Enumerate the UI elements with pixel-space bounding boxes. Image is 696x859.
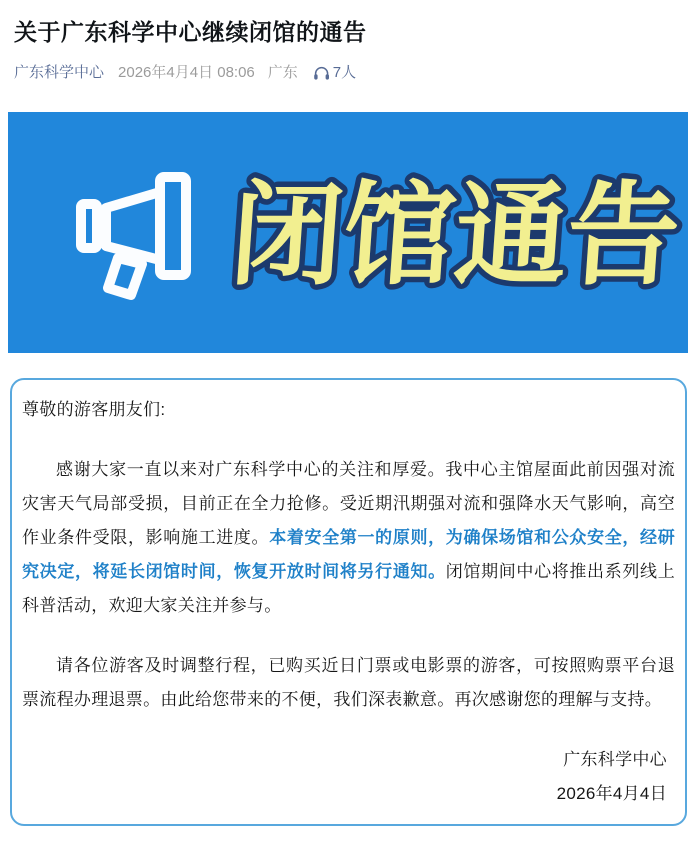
megaphone-icon bbox=[54, 168, 202, 302]
banner-text: 闭馆通告 bbox=[226, 171, 684, 298]
notice-paragraph-1 bbox=[22, 453, 675, 623]
notice-paragraph-2: 请各位游客及时调整行程，已购买近日门票或电影票的游客，可按照购票平台退票流程办理退票。由此给您带来的不便，我们深表歉意。再次感谢您的理解与支持。 bbox=[22, 656, 675, 709]
paragraph1-text-after: 闭馆期间中心将推出系列线上科普活动，欢迎大家关注并参与。 bbox=[22, 562, 675, 615]
publish-location: 广东 bbox=[267, 64, 298, 81]
headphones-icon bbox=[313, 65, 330, 81]
signature-name: 广东科学中心 bbox=[563, 750, 667, 769]
salutation: 尊敬的游客朋友们: bbox=[22, 400, 166, 419]
author-link[interactable]: 广东科学中心 bbox=[14, 64, 105, 81]
page-title: 关于广东科学中心继续闭馆的通告 bbox=[14, 19, 367, 45]
listen-count[interactable] bbox=[313, 62, 356, 83]
paragraph1-highlight: 本着安全第一的原则，为确保场馆和公众安全，经研究决定，将延长闭馆时间，恢复开放时间将另行通知。 bbox=[22, 528, 675, 581]
listen-count-label: 7人 bbox=[332, 64, 357, 81]
notice-box bbox=[10, 378, 687, 826]
banner-image[interactable] bbox=[8, 112, 688, 353]
signature-date: 2026年4月4日 bbox=[556, 784, 667, 803]
publish-datetime: 2026年4月4日 08:06 bbox=[118, 64, 255, 81]
article-meta bbox=[14, 62, 682, 83]
paragraph1-text-before: 感谢大家一直以来对广东科学中心的关注和厚爱。我中心主馆屋面此前因强对流灾害天气局部受损，目前正在全力抢修。受近期汛期强对流和强降水天气影响，高空作业条件受限，影响施工进度。 bbox=[22, 460, 675, 547]
signature-block bbox=[22, 743, 675, 811]
